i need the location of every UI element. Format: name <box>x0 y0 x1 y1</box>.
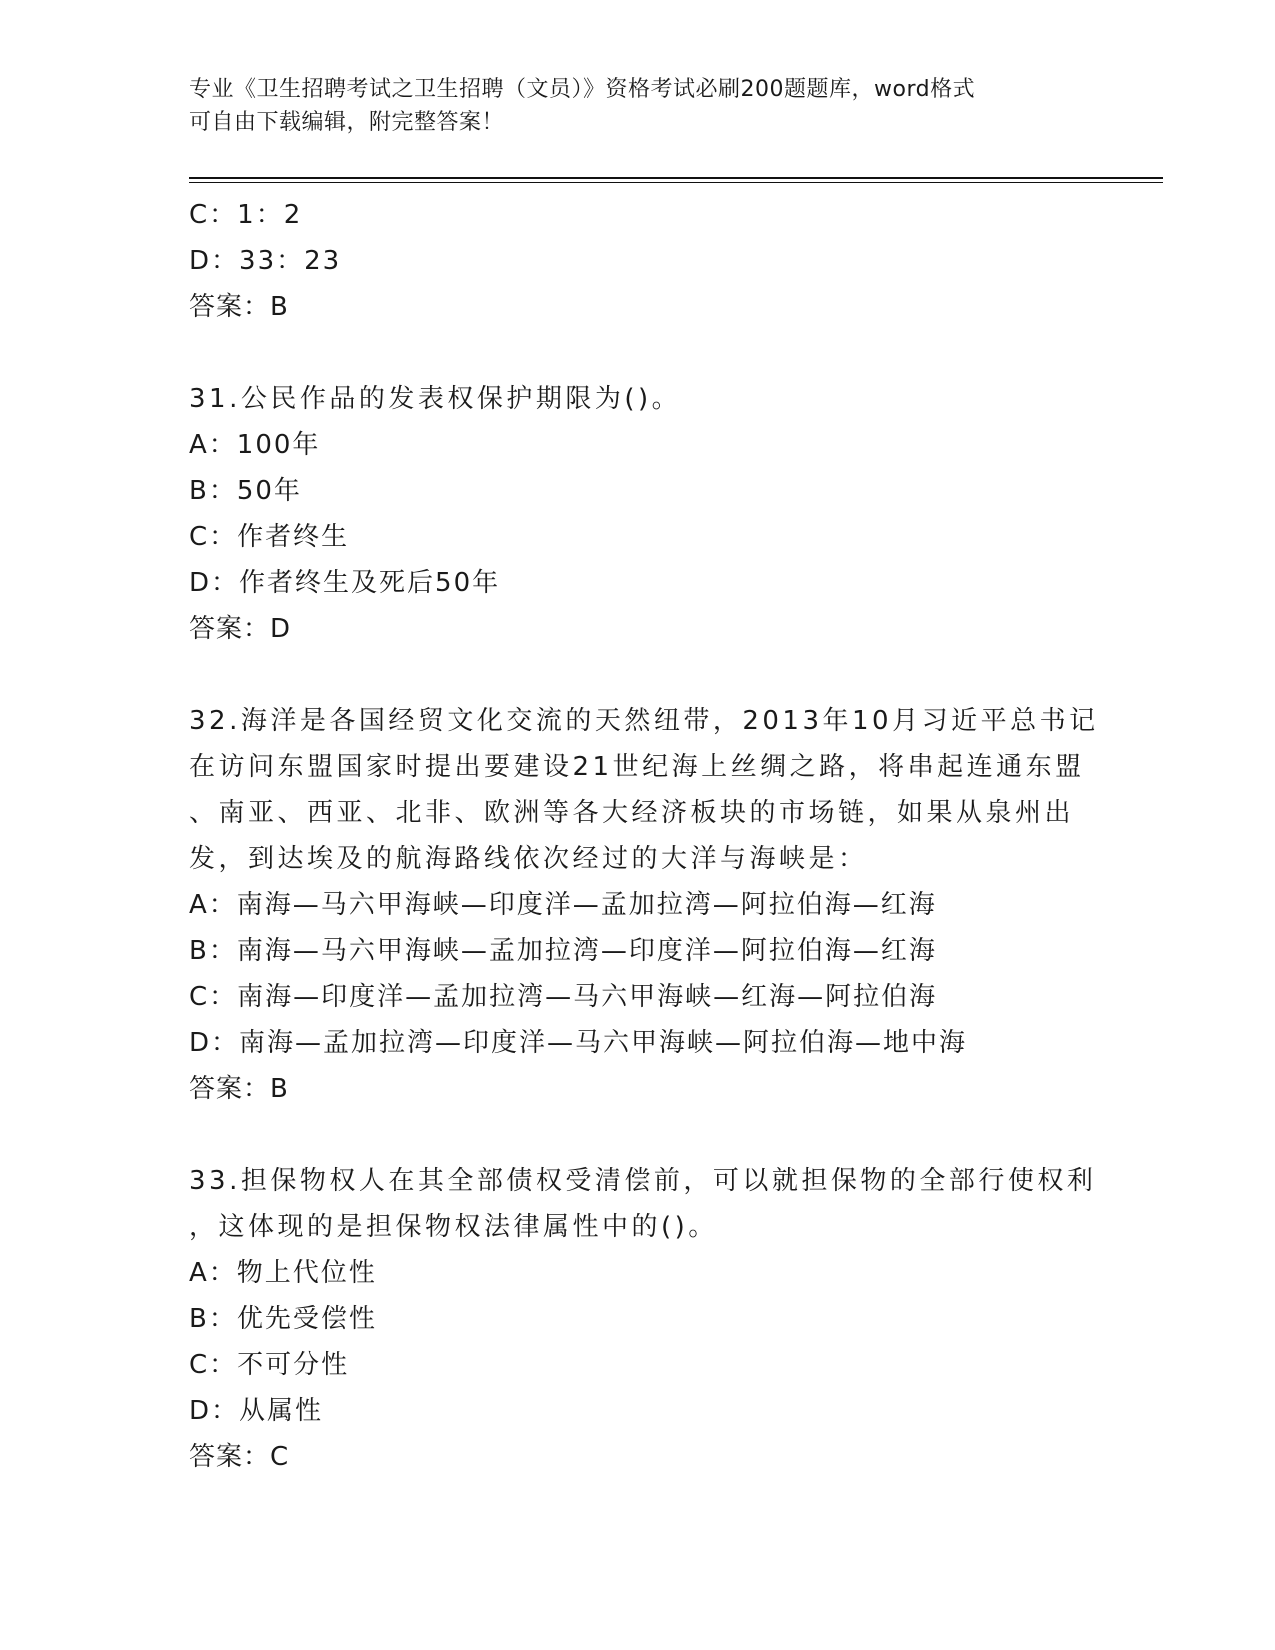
question-text-line: 在访问东盟国家时提出要建设21世纪海上丝绸之路，将串起连通东盟 <box>189 752 1085 782</box>
question-text-line: 31.公民作品的发表权保护期限为()。 <box>189 384 682 414</box>
option-c: C：不可分性 <box>189 1350 350 1380</box>
spacer <box>189 652 1089 698</box>
question-31-text <box>189 376 1089 422</box>
answer-line: 答案：C <box>189 1442 290 1472</box>
question-text-line: ，这体现的是担保物权法律属性中的()。 <box>189 1212 718 1242</box>
answer-line: 答案：D <box>189 614 292 644</box>
question-text-line: 33.担保物权人在其全部债权受清偿前，可以就担保物的全部行使权利 <box>189 1166 1097 1196</box>
header-divider-thin <box>189 182 1163 183</box>
spacer <box>189 1112 1089 1158</box>
option-a: A：100年 <box>189 430 321 460</box>
question-33-text <box>189 1158 1097 1250</box>
header-divider-thick <box>189 177 1163 179</box>
answer-line: 答案：B <box>189 292 289 322</box>
option-b: B：优先受偿性 <box>189 1304 377 1334</box>
option-d: D：从属性 <box>189 1396 324 1426</box>
option-d: D：作者终生及死后50年 <box>189 568 501 598</box>
question-text-line: 、南亚、西亚、北非、欧洲等各大经济板块的市场链，如果从泉州出 <box>189 798 1075 828</box>
option-d: D：南海—孟加拉湾—印度洋—马六甲海峡—阿拉伯海—地中海 <box>189 1028 968 1058</box>
option-c: C：作者终生 <box>189 522 350 552</box>
question-32-text <box>189 698 1099 882</box>
question-text-line: 发，到达埃及的航海路线依次经过的大洋与海峡是： <box>189 844 868 874</box>
option-a: A：物上代位性 <box>189 1258 377 1288</box>
document-header <box>189 73 1089 139</box>
option-b: B：50年 <box>189 476 302 506</box>
question-content <box>189 192 1099 1480</box>
option-d: D：33：23 <box>189 246 342 276</box>
header-line-2: 可自由下载编辑，附完整答案！ <box>189 110 505 135</box>
question-text-line: 32.海洋是各国经贸文化交流的天然纽带，2013年10月习近平总书记 <box>189 706 1099 736</box>
header-line-1: 专业《卫生招聘考试之卫生招聘（文员）》资格考试必刷200题题库，word格式 <box>189 77 976 102</box>
answer-line: 答案：B <box>189 1074 289 1104</box>
option-c: C：南海—印度洋—孟加拉湾—马六甲海峡—红海—阿拉伯海 <box>189 982 938 1012</box>
spacer <box>189 330 1089 376</box>
option-c: C：1：2 <box>189 200 303 230</box>
option-a: A：南海—马六甲海峡—印度洋—孟加拉湾—阿拉伯海—红海 <box>189 890 937 920</box>
option-b: B：南海—马六甲海峡—孟加拉湾—印度洋—阿拉伯海—红海 <box>189 936 937 966</box>
